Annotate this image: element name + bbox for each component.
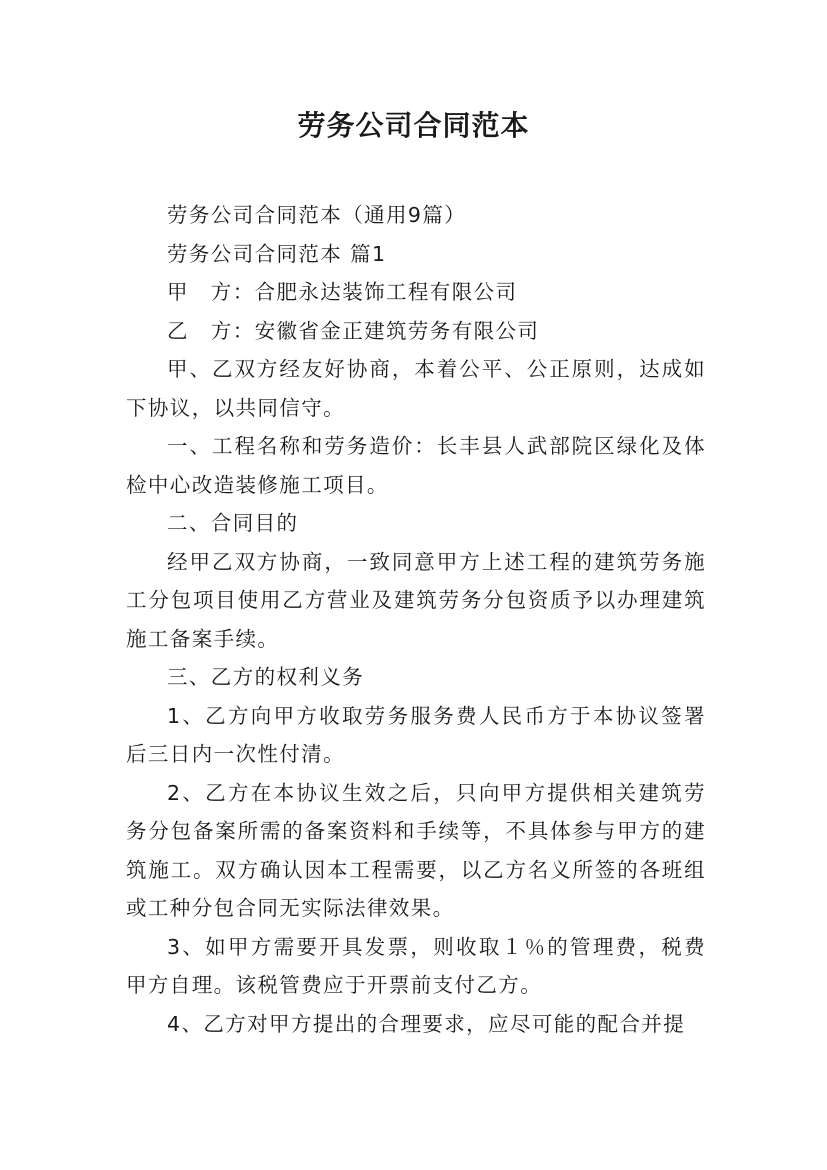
paragraph-clause-2-body: 经甲乙双方协商，一致同意甲方上述工程的建筑劳务施工分包项目使用乙方营业及建筑劳务分包资质予以办理建筑施工备案手续。 xyxy=(126,549,706,651)
paragraph-item-2: 2、乙方在本协议生效之后，只向甲方提供相关建筑劳务分包备案所需的备案资料和手续等，不具体参与甲方的建筑施工。双方确认因本工程需要，以乙方名义所签的各班组或工种分包合同无实际法律效果。 xyxy=(126,780,706,920)
document-body xyxy=(126,196,706,1043)
paragraph-clause-2-heading: 二、合同目的 xyxy=(167,511,299,535)
paragraph-section-heading: 劳务公司合同范本 篇1 xyxy=(167,241,387,266)
document-title: 劳务公司合同范本 xyxy=(297,109,530,142)
paragraph-agreement-intro: 甲、乙双方经友好协商，本着公平、公正原则，达成如下协议，以共同信守。 xyxy=(126,357,706,420)
paragraph-party-b: 乙 方：安徽省金正建筑劳务有限公司 xyxy=(167,318,540,343)
paragraph-item-4: 4、乙方对甲方提出的合理要求，应尽可能的配合并提 xyxy=(167,1011,686,1036)
paragraph-subtitle: 劳务公司合同范本（通用9篇） xyxy=(167,203,467,227)
paragraph-item-3: 3、如甲方需要开具发票，则收取１％的管理费，税费甲方自理。该税管费应于开票前支付乙方。 xyxy=(126,934,706,997)
paragraph-clause-3-heading: 三、乙方的权利义务 xyxy=(167,665,365,689)
paragraph-party-a: 甲 方：合肥永达装饰工程有限公司 xyxy=(167,280,518,304)
paragraph-item-1: 1、乙方向甲方收取劳务服务费人民币方于本协议签署后三日内一次性付清。 xyxy=(126,703,706,766)
paragraph-clause-1: 一、工程名称和劳务造价：长丰县人武部院区绿化及体检中心改造装修施工项目。 xyxy=(126,434,706,497)
